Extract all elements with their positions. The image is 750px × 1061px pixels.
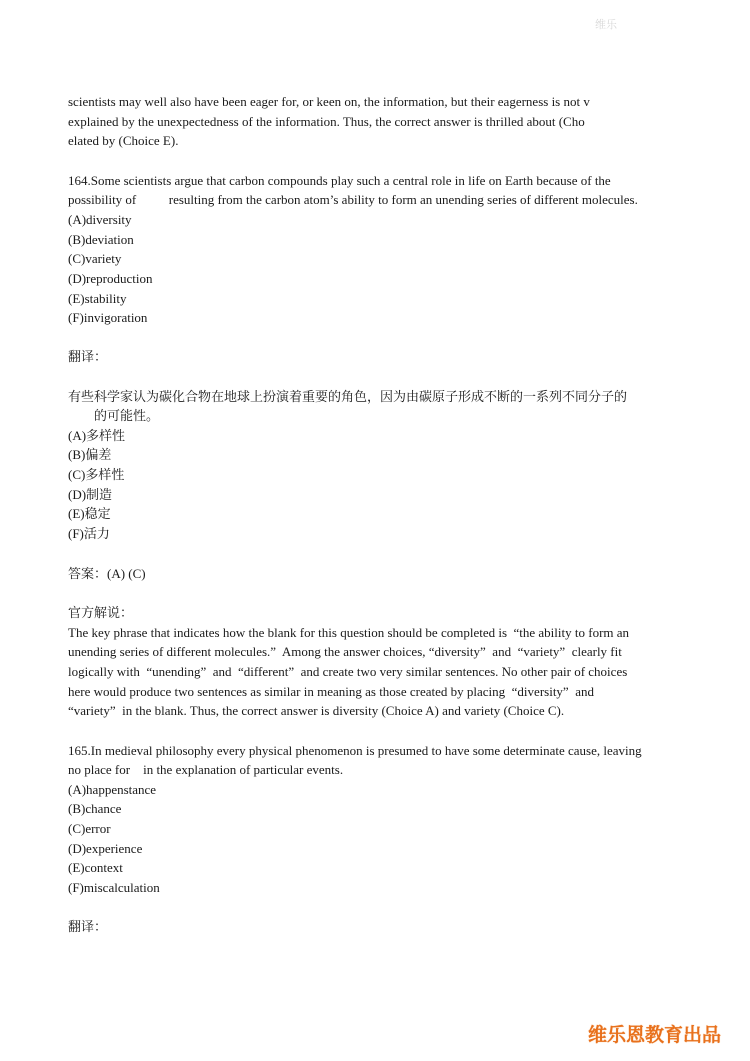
- translated-option: (F)活力: [68, 526, 110, 541]
- translation-line: 有些科学家认为碳化合物在地球上扮演着重要的角色，因为由碳原子形成不断的一系列不同分子的: [68, 389, 628, 404]
- question-165-option: (B)chance: [68, 801, 122, 816]
- question-165-stem: 165.In medieval philosophy every physical phenomenon is presumed to have some determinate cause, leaving: [68, 743, 642, 758]
- translated-option: (D)制造: [68, 487, 113, 502]
- footer-watermark: 维乐恩教育出品: [588, 1024, 722, 1046]
- translated-option: (B)偏差: [68, 447, 112, 462]
- explanation-line: logically with “unending” and “different” and create two very similar sentences. No other pair of choices: [68, 664, 628, 679]
- explanation-line: “variety” in the blank. Thus, the correct answer is diversity (Choice A) and variety (Choice C).: [68, 703, 565, 718]
- translated-option: (C)多样性: [68, 467, 125, 482]
- question-164-option: (F)invigoration: [68, 310, 148, 325]
- translated-option: (E)稳定: [68, 506, 111, 521]
- question-164-option: (B)deviation: [68, 232, 134, 247]
- translation-label: 翻译：: [68, 349, 108, 364]
- question-164-option: (D)reproduction: [68, 271, 153, 286]
- translated-option: (A)多样性: [68, 428, 126, 443]
- intro-line: explained by the unexpectedness of the information. Thus, the correct answer is thrilled about (Cho: [68, 114, 585, 129]
- intro-line: scientists may well also have been eager for, or keen on, the information, but their eagerness is not v: [68, 94, 590, 109]
- explanation-line: The key phrase that indicates how the blank for this question should be completed is “the ability to form an: [68, 625, 630, 640]
- translation-label: 翻译：: [68, 919, 108, 934]
- explanation-label: 官方解说：: [68, 605, 134, 620]
- question-165-option: (F)miscalculation: [68, 880, 160, 895]
- answer-line: 答案：(A) (C): [68, 566, 146, 581]
- question-165-option: (E)context: [68, 860, 123, 875]
- header-watermark: 维乐: [595, 18, 617, 31]
- intro-line: elated by (Choice E).: [68, 133, 179, 148]
- question-164-stem: possibility of resulting from the carbon atom’s ability to form an unending series of different molecules.: [68, 192, 638, 207]
- question-164-stem: 164.Some scientists argue that carbon compounds play such a central role in life on Earth because of the: [68, 173, 611, 188]
- question-164-option: (C)variety: [68, 251, 122, 266]
- translation-line: 的可能性。: [68, 408, 160, 423]
- question-165-option: (D)experience: [68, 841, 143, 856]
- explanation-line: here would produce two sentences as similar in meaning as those created by placing “diversity” and: [68, 684, 594, 699]
- question-165-option: (C)error: [68, 821, 111, 836]
- question-164-option: (A)diversity: [68, 212, 132, 227]
- question-164-option: (E)stability: [68, 291, 127, 306]
- question-165-option: (A)happenstance: [68, 782, 157, 797]
- explanation-line: unending series of different molecules.” Among the answer choices, “diversity” and “variety” clearly fit: [68, 644, 622, 659]
- question-165-stem: no place for in the explanation of particular events.: [68, 762, 344, 777]
